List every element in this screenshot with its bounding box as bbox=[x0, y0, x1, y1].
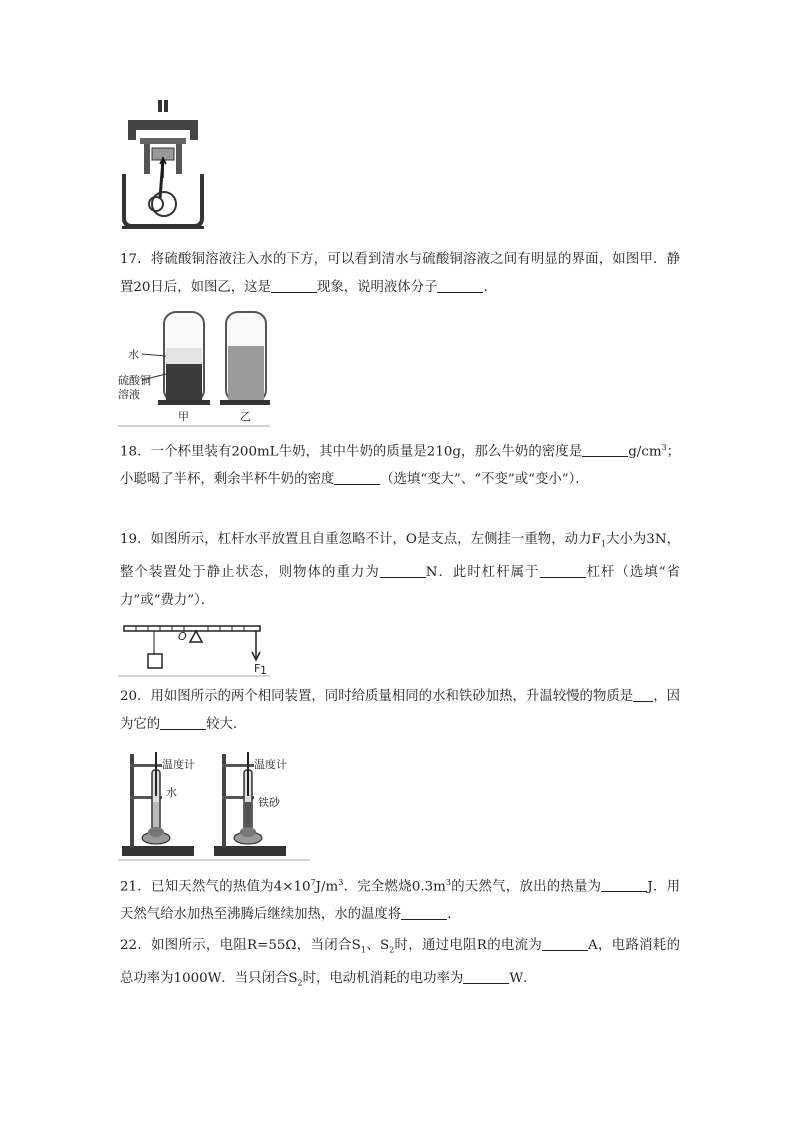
answer-blank[interactable] bbox=[601, 877, 647, 892]
superscript: 3 bbox=[661, 443, 667, 452]
label-cuso4-line1: 硫酸铜 bbox=[118, 374, 151, 387]
question-text: ．完全燃烧0.3m bbox=[343, 879, 446, 895]
superscript: 3 bbox=[445, 878, 451, 887]
question-text: 已知天然气的热值为4×10 bbox=[150, 879, 311, 895]
question-text: 时，电动机消耗的电功率为 bbox=[302, 970, 464, 986]
question-text: ，因为它的 bbox=[120, 689, 681, 732]
label-yi: 乙 bbox=[240, 410, 251, 423]
cylinders-figure bbox=[118, 306, 270, 428]
question-text: 如图所示，电阻R=55Ω，当闭合S bbox=[151, 938, 361, 953]
answer-blank[interactable] bbox=[401, 905, 447, 920]
question-text: 的天然气，放出的热量为 bbox=[450, 879, 602, 895]
question-text: 大小为3N，整个装置处于静止状态，则物体的重力为 bbox=[120, 532, 680, 580]
label-thermometer-2: 温度计 bbox=[254, 758, 287, 771]
question-text: 将硫酸铜溶液注入水的下方，可以看到清水与硫酸铜溶液之间有明显的界面，如图甲．静置20日后，如图乙，这是 bbox=[120, 252, 680, 295]
label-water: 水 bbox=[128, 348, 139, 361]
question-number: 22． bbox=[120, 938, 152, 953]
question-19 bbox=[120, 526, 680, 615]
question-18 bbox=[120, 434, 680, 494]
question-text: ． bbox=[447, 907, 461, 923]
question-text: 较大． bbox=[206, 717, 247, 732]
question-text: （选填“变大”、“不变”或“变小”）． bbox=[380, 472, 589, 488]
question-text: 现象，说明液体分子 bbox=[316, 280, 438, 295]
question-text: 杠杆（选填“省力”或“费力”）． bbox=[120, 564, 680, 608]
label-f-sub: 1 bbox=[260, 664, 267, 677]
answer-blank[interactable] bbox=[160, 715, 206, 730]
question-22 bbox=[120, 932, 680, 997]
question-number: 18． bbox=[120, 444, 151, 460]
label-cuso4-line2: 溶液 bbox=[118, 388, 140, 401]
subscript: 2 bbox=[389, 945, 395, 955]
question-number: 17． bbox=[120, 252, 151, 267]
answer-blank[interactable] bbox=[542, 936, 588, 951]
answer-blank[interactable] bbox=[582, 442, 628, 457]
question-text: ；小聪喝了半杯，剩余半杯牛奶的密度 bbox=[120, 444, 680, 488]
subscript: 1 bbox=[600, 539, 606, 549]
question-number: 20． bbox=[120, 689, 151, 704]
answer-blank[interactable] bbox=[463, 969, 509, 984]
answer-blank[interactable] bbox=[334, 470, 380, 485]
question-text: A，电路消耗的总功率为1000W．当只闭合S bbox=[120, 938, 680, 986]
question-text: ． bbox=[483, 280, 497, 295]
question-17 bbox=[120, 246, 680, 302]
question-text: J．用天然气给水加热至沸腾后继续加热，水的温度将 bbox=[120, 879, 681, 923]
question-21 bbox=[120, 869, 680, 929]
label-iron-sand: 铁砂 bbox=[258, 796, 280, 809]
superscript: 7 bbox=[310, 878, 316, 887]
question-20 bbox=[120, 683, 680, 739]
answer-blank[interactable] bbox=[437, 278, 483, 293]
question-text: 、S bbox=[365, 938, 390, 953]
label-f: F bbox=[254, 662, 261, 675]
answer-blank[interactable] bbox=[633, 687, 653, 702]
label-o: O bbox=[178, 630, 187, 643]
engine-figure bbox=[120, 98, 206, 230]
subscript: 2 bbox=[297, 978, 303, 988]
subscript: 1 bbox=[360, 945, 366, 955]
heating-figure bbox=[118, 746, 310, 862]
label-water: 水 bbox=[166, 786, 177, 799]
question-text: 如图所示，杠杆水平放置且自重忽略不计，O是支点，左侧挂一重物，动力F bbox=[150, 532, 601, 547]
answer-blank[interactable] bbox=[540, 563, 586, 578]
question-text: 时，通过电阻R的电流为 bbox=[394, 938, 543, 953]
question-text: 一个杯里装有200mL牛奶，其中牛奶的质量是210g，那么牛奶的密度是 bbox=[150, 444, 583, 460]
label-thermometer-1: 温度计 bbox=[162, 758, 195, 771]
question-text: W． bbox=[509, 970, 537, 986]
question-number: 19． bbox=[120, 532, 151, 547]
lever-figure bbox=[118, 618, 270, 678]
question-number: 21． bbox=[120, 879, 151, 895]
question-text: J/m bbox=[315, 879, 339, 895]
superscript: 3 bbox=[338, 878, 344, 887]
answer-blank[interactable] bbox=[380, 563, 426, 578]
question-text: g/cm bbox=[628, 444, 662, 460]
answer-blank[interactable] bbox=[271, 278, 317, 293]
question-text: N．此时杠杆属于 bbox=[425, 564, 540, 580]
question-text: 用如图所示的两个相同装置，同时给质量相同的水和铁砂加热，升温较慢的物质是 bbox=[150, 689, 634, 704]
label-jia: 甲 bbox=[178, 410, 189, 423]
